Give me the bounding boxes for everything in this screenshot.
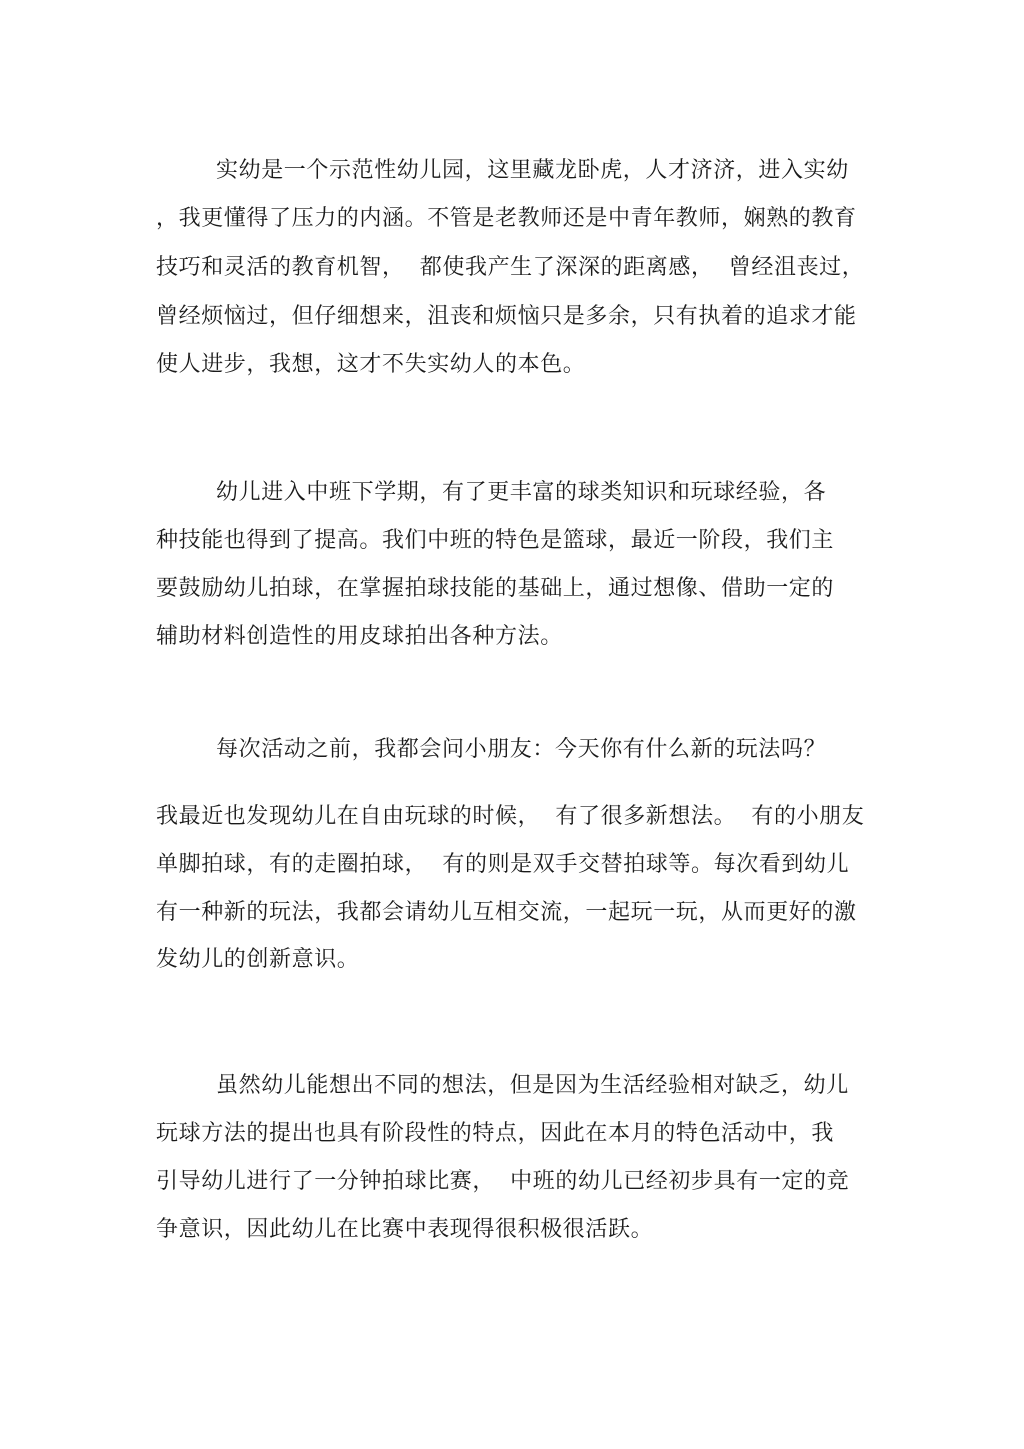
paragraph-2-line-1: 幼儿进入中班下学期，有了更丰富的球类知识和玩球经验，各	[216, 480, 827, 505]
paragraph-4-line-4: 发幼儿的创新意识。	[156, 947, 360, 972]
paragraph-1-line-4: 曾经烦恼过，但仔细想来，沮丧和烦恼只是多余，只有执着的追求才能	[156, 304, 857, 329]
paragraph-1-line-2: ，我更懂得了压力的内涵。不管是老教师还是中青年教师，娴熟的教育	[156, 206, 857, 231]
paragraph-5-line-1: 虽然幼儿能想出不同的想法，但是因为生活经验相对缺乏，幼儿	[216, 1073, 849, 1098]
paragraph-2-line-3: 要鼓励幼儿拍球，在掌握拍球技能的基础上，通过想像、借助一定的	[156, 576, 835, 601]
paragraph-4-line-2: 单脚拍球，有的走圈拍球， 有的则是双手交替拍球等。每次看到幼儿	[156, 852, 850, 877]
paragraph-5-line-3: 引导幼儿进行了一分钟拍球比赛， 中班的幼儿已经初步具有一定的竞	[156, 1169, 850, 1194]
paragraph-5-line-4: 争意识，因此幼儿在比赛中表现得很积极很活跃。	[156, 1217, 654, 1242]
paragraph-1-line-1: 实幼是一个示范性幼儿园，这里藏龙卧虎，人才济济，进入实幼	[216, 158, 849, 183]
paragraph-5-line-2: 玩球方法的提出也具有阶段性的特点，因此在本月的特色活动中，我	[156, 1121, 835, 1146]
paragraph-1-line-5: 使人进步，我想，这才不失实幼人的本色。	[156, 352, 586, 377]
paragraph-4-line-3: 有一种新的玩法，我都会请幼儿互相交流，一起玩一玩，从而更好的激	[156, 900, 857, 925]
paragraph-2-line-4: 辅助材料创造性的用皮球拍出各种方法。	[156, 624, 563, 649]
paragraph-4-line-1: 我最近也发现幼儿在自由玩球的时候， 有了很多新想法。 有的小朋友	[156, 804, 865, 829]
paragraph-3-line-1: 每次活动之前，我都会问小朋友：今天你有什么新的玩法吗？	[216, 737, 827, 762]
paragraph-1-line-3: 技巧和灵活的教育机智， 都使我产生了深深的距离感， 曾经沮丧过，	[156, 255, 865, 280]
paragraph-2-line-2: 种技能也得到了提高。我们中班的特色是篮球，最近一阶段，我们主	[156, 528, 835, 553]
